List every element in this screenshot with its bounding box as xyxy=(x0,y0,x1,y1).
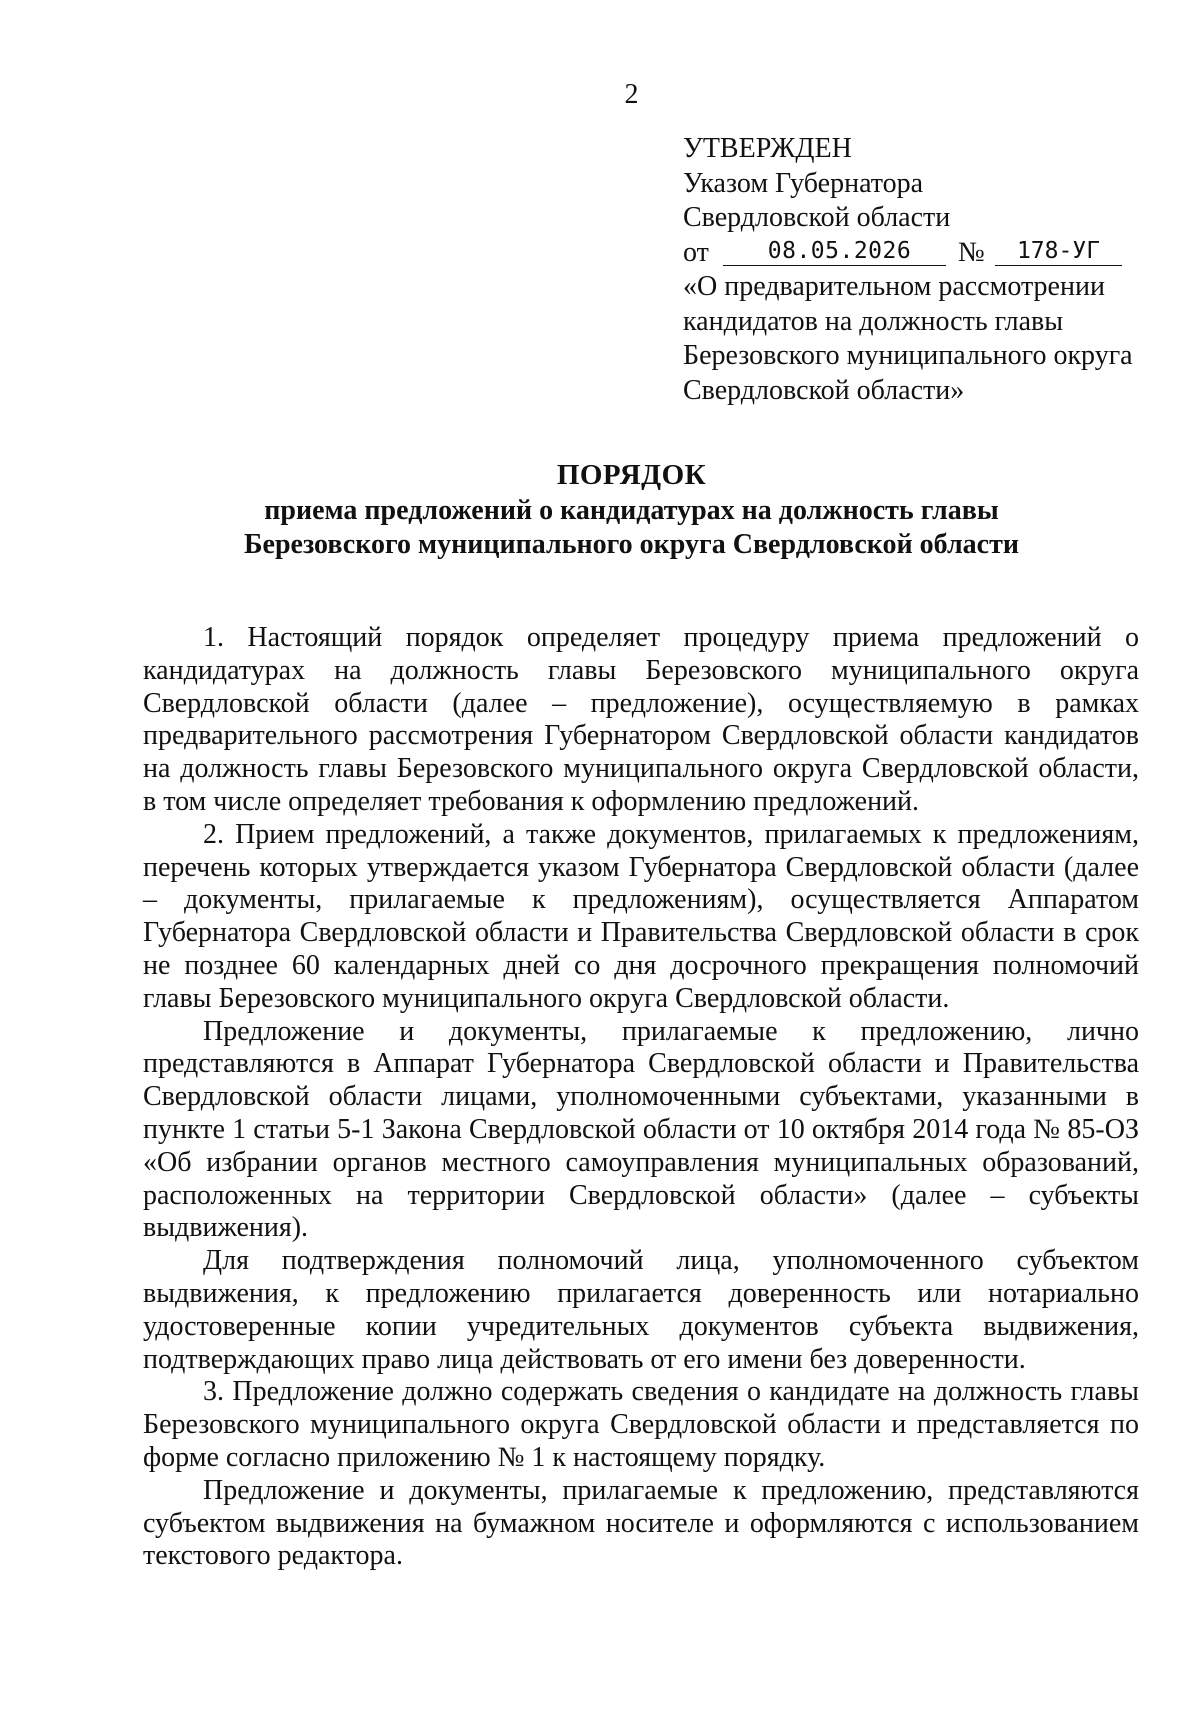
paragraph: Предложение и документы, прилагаемые к предложению, представляются субъектом выдвижения на бумажном носителе и оформляются с использованием текстового редактора. xyxy=(143,1474,1139,1572)
paragraph: Для подтверждения полномочий лица, уполномоченного субъектом выдвижения, к предложению прилагается доверенность или нотариально удостоверенные копии учредительных документов субъекта выдвижения, подтверждающих право лица действовать от его имени без доверенности. xyxy=(143,1245,1139,1375)
document-title: ПОРЯДОК xyxy=(556,459,707,491)
paragraph: 2. Прием предложений, а также документов, прилагаемых к предложениям, перечень которых утверждается указом Губернатора Свердловской области (далее – документы, прилагаемые к предложениям), осуществляется Аппаратом Губернатора Свердловской области и Правительства Свердловской области в срок не позднее 60 календарных дней со дня досрочного прекращения полномочий главы Березовского муниципального округа Свердловской области. xyxy=(143,818,1139,1014)
decree-title-line: кандидатов на должность главы xyxy=(683,305,1064,337)
page-number: 2 xyxy=(624,79,639,110)
paragraph: 1. Настоящий порядок определяет процедуру приема предложений о кандидатурах на должность главы Березовского муниципального округа Свердловской области (далее – предложение), осуществляемую в рамках предварительного рассмотрения Губернатором Свердловской области кандидатов на должность главы Березовского муниципального округа Свердловской области, в том числе определяет требования к оформлению предложений. xyxy=(143,622,1139,817)
document-subtitle-line-1: приема предложений о кандидатурах на должность главы xyxy=(264,495,999,526)
number-label: № xyxy=(958,236,985,268)
approval-decree: Указом Губернатора xyxy=(683,167,924,199)
decree-date: 08.05.2026 xyxy=(723,238,946,266)
approval-block xyxy=(683,132,1153,408)
paragraph: 3. Предложение должно содержать сведения о кандидате на должность главы Березовского муниципального округа Свердловской области и представляется по форме согласно приложению № 1 к настоящему порядку. xyxy=(143,1376,1139,1473)
decree-date-number-row xyxy=(683,236,1153,271)
document-body xyxy=(143,622,1139,1573)
approval-region: Свердловской области xyxy=(683,202,951,233)
from-label: от xyxy=(683,236,709,268)
document-subtitle-line-2: Березовского муниципального округа Свердловской области xyxy=(244,529,1019,560)
decree-title-line: Березовского муниципального округа xyxy=(683,340,1133,371)
decree-title-line: «О предварительном рассмотрении xyxy=(683,271,1105,302)
decree-title-line: Свердловской области» xyxy=(683,374,965,406)
decree-number: 178-УГ xyxy=(995,238,1122,266)
paragraph: Предложение и документы, прилагаемые к предложению, лично представляются в Аппарат Губернатора Свердловской области и Правительства Свердловской области лицами, уполномоченными субъектами, указанными в пункте 1 статьи 5-1 Закона Свердловской области от 10 октября 2014 года № 85-ОЗ «Об избрании органов местного самоуправления муниципальных образований, расположенных на территории Свердловской области» (далее – субъекты выдвижения). xyxy=(143,1015,1139,1244)
approval-status: УТВЕРЖДЕН xyxy=(683,133,852,164)
